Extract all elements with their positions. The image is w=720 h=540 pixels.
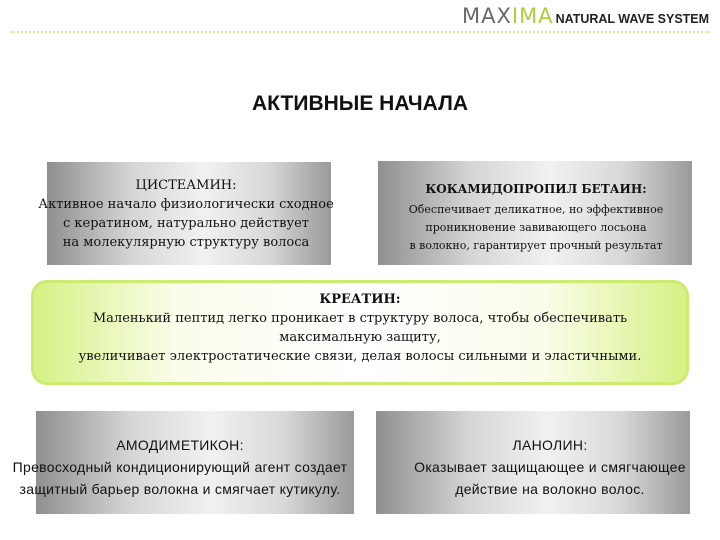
logo-subtitle: NATURAL WAVE SYSTEM (555, 12, 710, 26)
creatine-text (40, 290, 680, 366)
header-divider (10, 31, 710, 33)
cocamidopropyl-line: в волокно, гарантирует прочный результат (409, 239, 663, 252)
creatine-line: максимальную защиту, (279, 330, 441, 345)
cysteamine-line: на молекулярную структуру волоса (62, 235, 310, 250)
cocamidopropyl-line: проникновение завивающего лосьона (425, 221, 647, 234)
cocamidopropyl-line: Обеспечивает деликатное, но эффективное (408, 203, 664, 216)
creatine-heading: КРЕАТИН: (319, 292, 401, 307)
lanolin-line: Оказывает защищающее и смягчающее (414, 459, 686, 475)
amodimethicone-line: защитный барьер волокна и смягчает кутикулу. (19, 481, 341, 497)
creatine-line: Маленький пептид легко проникает в структуру волоса, чтобы обеспечивать (92, 311, 628, 326)
logo-part1: MAX (462, 4, 512, 28)
brand-logo (462, 4, 709, 28)
cocamidopropyl-text (374, 180, 698, 255)
lanolin-heading: ЛАНОЛИН: (512, 437, 588, 453)
amodimethicone-line: Превосходный кондиционирующий агент создает (12, 459, 348, 475)
amodimethicone-heading: АМОДИМЕТИКОН: (116, 437, 244, 453)
page-title: АКТИВНЫЕ НАЧАЛА (252, 92, 468, 115)
cysteamine-line: Активное начало физиологически сходное (38, 197, 334, 212)
lanolin-line: действие на волокно волос. (455, 481, 645, 497)
creatine-line: увеличивает электростатические связи, делая волосы сильными и эластичными. (78, 349, 642, 364)
logo-wordmark (462, 4, 554, 28)
cysteamine-heading: ЦИСТЕАМИН: (135, 178, 237, 193)
cysteamine-line: с кератином, натурально действует (62, 216, 309, 231)
logo-part2: IMA (511, 4, 554, 28)
cocamidopropyl-heading: КОКАМИДОПРОПИЛ БЕТАИН: (425, 182, 647, 196)
lanolin-text (330, 434, 720, 500)
cysteamine-text (0, 176, 372, 252)
